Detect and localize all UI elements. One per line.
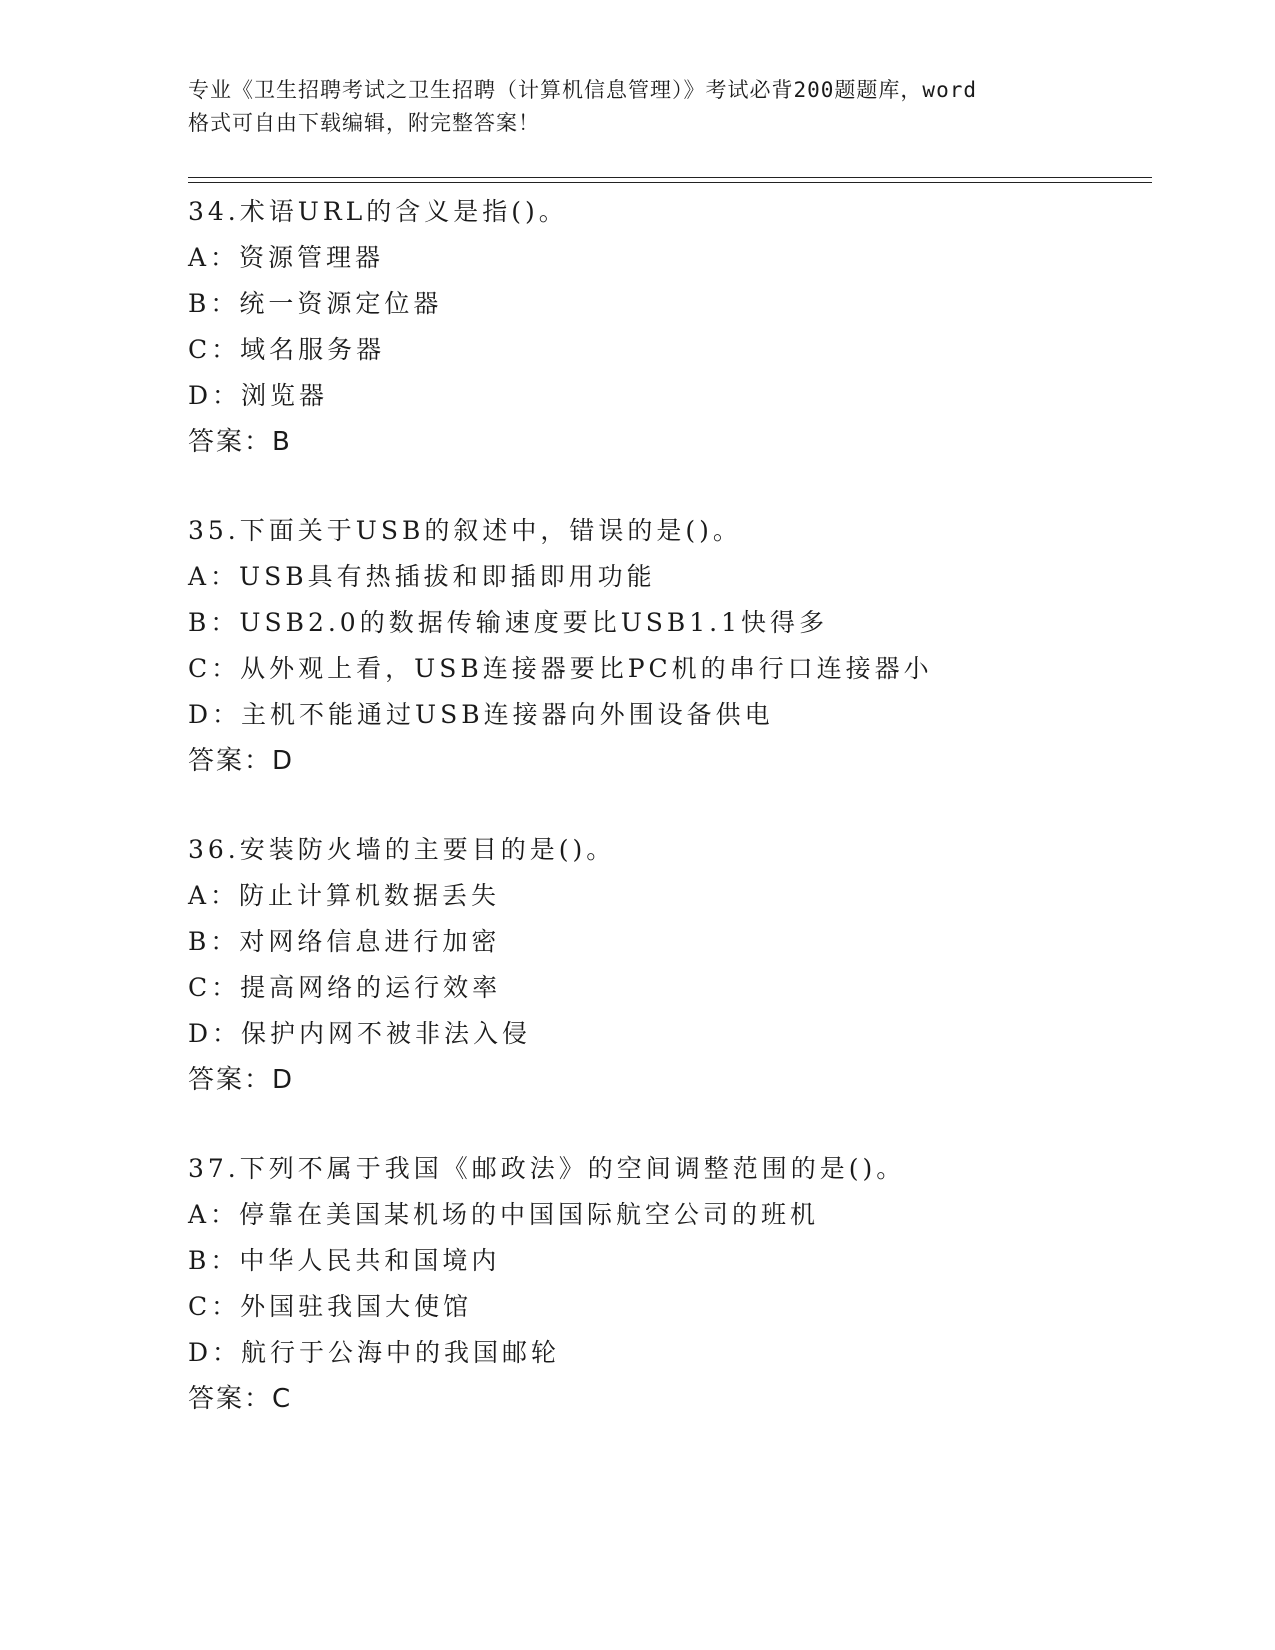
option-b: B：统一资源定位器	[188, 289, 443, 318]
option-a: A：停靠在美国某机场的中国国际航空公司的班机	[188, 1200, 820, 1229]
document-header	[188, 74, 1088, 140]
header-divider-top	[188, 177, 1152, 178]
option-d: D：浏览器	[188, 381, 329, 410]
option-b: B：USB2.0的数据传输速度要比USB1.1快得多	[188, 608, 829, 637]
option-c: C：外国驻我国大使馆	[188, 1292, 473, 1321]
question-list	[188, 189, 1148, 1465]
header-divider-bottom	[188, 182, 1152, 183]
answer: 答案：D	[188, 746, 295, 776]
header-line-1: 专业《卫生招聘考试之卫生招聘（计算机信息管理）》考试必背200题题库，word	[188, 78, 977, 102]
option-a: A：USB具有热插拔和即插即用功能	[188, 562, 656, 591]
answer: 答案：B	[188, 427, 292, 457]
question-stem: 36.安装防火墙的主要目的是()。	[188, 835, 616, 864]
question-36	[188, 827, 1148, 1146]
question-34	[188, 189, 1148, 508]
option-b: B：中华人民共和国境内	[188, 1246, 501, 1275]
option-c: C：域名服务器	[188, 335, 386, 364]
option-b: B：对网络信息进行加密	[188, 927, 501, 956]
option-d: D：保护内网不被非法入侵	[188, 1019, 532, 1048]
answer: 答案：C	[188, 1384, 293, 1414]
header-line-2: 格式可自由下载编辑，附完整答案！	[188, 111, 540, 135]
answer: 答案：D	[188, 1065, 295, 1095]
question-stem: 34.术语URL的含义是指()。	[188, 197, 568, 226]
option-d: D：主机不能通过USB连接器向外围设备供电	[188, 700, 774, 729]
option-c: C：提高网络的运行效率	[188, 973, 502, 1002]
question-35	[188, 508, 1148, 827]
option-d: D：航行于公海中的我国邮轮	[188, 1338, 561, 1367]
question-stem: 37.下列不属于我国《邮政法》的空间调整范围的是()。	[188, 1154, 906, 1183]
option-a: A：资源管理器	[188, 243, 385, 272]
option-a: A：防止计算机数据丢失	[188, 881, 501, 910]
option-c: C：从外观上看，USB连接器要比PC机的串行口连接器小	[188, 654, 933, 683]
question-stem: 35.下面关于USB的叙述中，错误的是()。	[188, 516, 742, 545]
question-37	[188, 1146, 1148, 1465]
